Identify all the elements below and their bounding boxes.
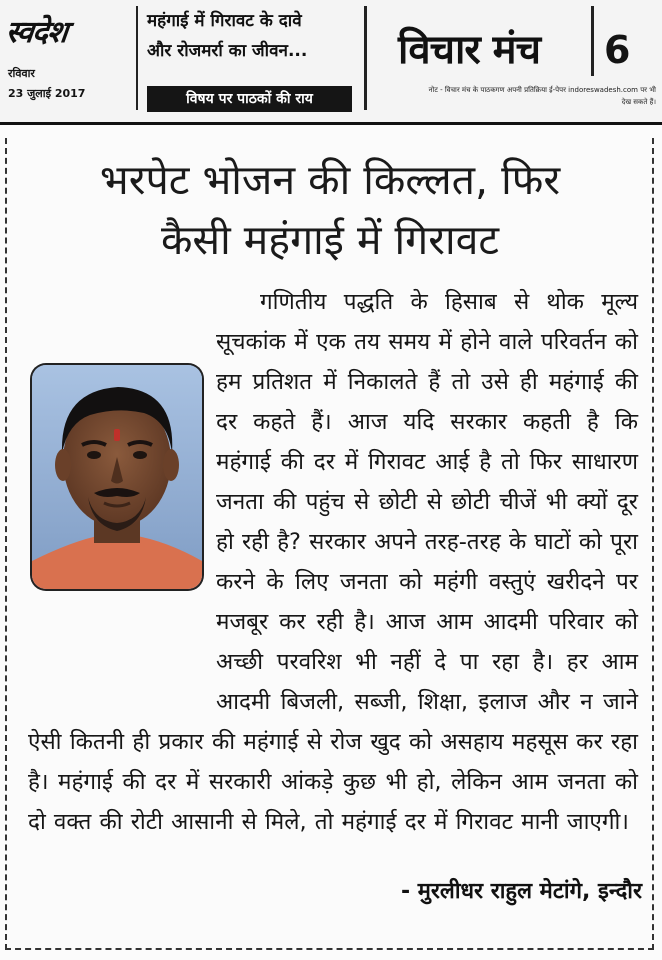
e-paper-note: नोट - विचार मंच के पाठकगण अपनी प्रतिक्रिया ई-पेपर indoreswadesh.com पर भी देख सकते हैं। (428, 86, 656, 106)
masthead (0, 0, 662, 122)
header-rule (0, 122, 662, 125)
issue-day: रविवार (8, 67, 35, 80)
article-border-right (652, 138, 654, 950)
topic-line-2: और रोजमर्रा का जीवन... (147, 41, 308, 61)
author-photo (32, 365, 202, 589)
topic-tagline: विषय पर पाठकों की राय (147, 86, 352, 112)
author-signature: - मुरलीधर राहुल मेटांगे, इन्दौर (400, 879, 642, 904)
page-number-divider (591, 6, 594, 76)
article-headline (20, 150, 640, 270)
article-border-bottom (5, 948, 654, 950)
headline-line-1: भरपेट भोजन की किल्लत, फिर (99, 156, 561, 204)
masthead-divider (136, 6, 138, 110)
discussion-topic (147, 6, 359, 66)
headline-line-2: कैसी महंगाई में गिरावट (160, 216, 500, 264)
section-title: विचार मंच (398, 27, 540, 73)
issue-date: 23 जुलाई 2017 (8, 87, 86, 100)
topic-line-1: महंगाई में गिरावट के दावे (147, 11, 302, 31)
masthead-divider (364, 6, 367, 110)
author-portrait (32, 365, 202, 589)
article-border-left (5, 138, 7, 950)
newspaper-logo: स्वदेश (4, 15, 69, 50)
article-text: गणितीय पद्धति के हिसाब से थोक मूल्य सूचकांक में एक तय समय में होने वाले परिवर्तन को हम प्रतिशत में निकालते हैं तो उसे ही महंगाई की दर कहते हैं। आज यदि सरकार कहती है कि महंगाई की दर में गिरावट आई है तो फिर साधारण जनता की पहुंच से छोटी से छोटी चीजें भी क्यों दूर हो रही है? सरकार अपने तरह-तरह के घाटों को पूरा करने के लिए जनता को महंगी वस्तुएं खरीदने पर मजबूर कर रही है। आज आम आदमी परिवार को अच्छी परवरिश भी नहीं दे पा रहा है। हर आम आदमी बिजली, सब्जी, शिक्षा, इलाज और न जाने ऐसी कितनी ही प्रकार की महंगाई से रोज खुद को असहाय महसूस कर रहा है। महंगाई की दर में सरकारी आंकड़े कुछ भी हो, लेकिन आम जनता को दो वक्त की रोटी आसानी से मिले, तो महंगाई दर में गिरावट मानी जाएगी। (28, 289, 638, 835)
page-number: 6 (604, 28, 631, 72)
